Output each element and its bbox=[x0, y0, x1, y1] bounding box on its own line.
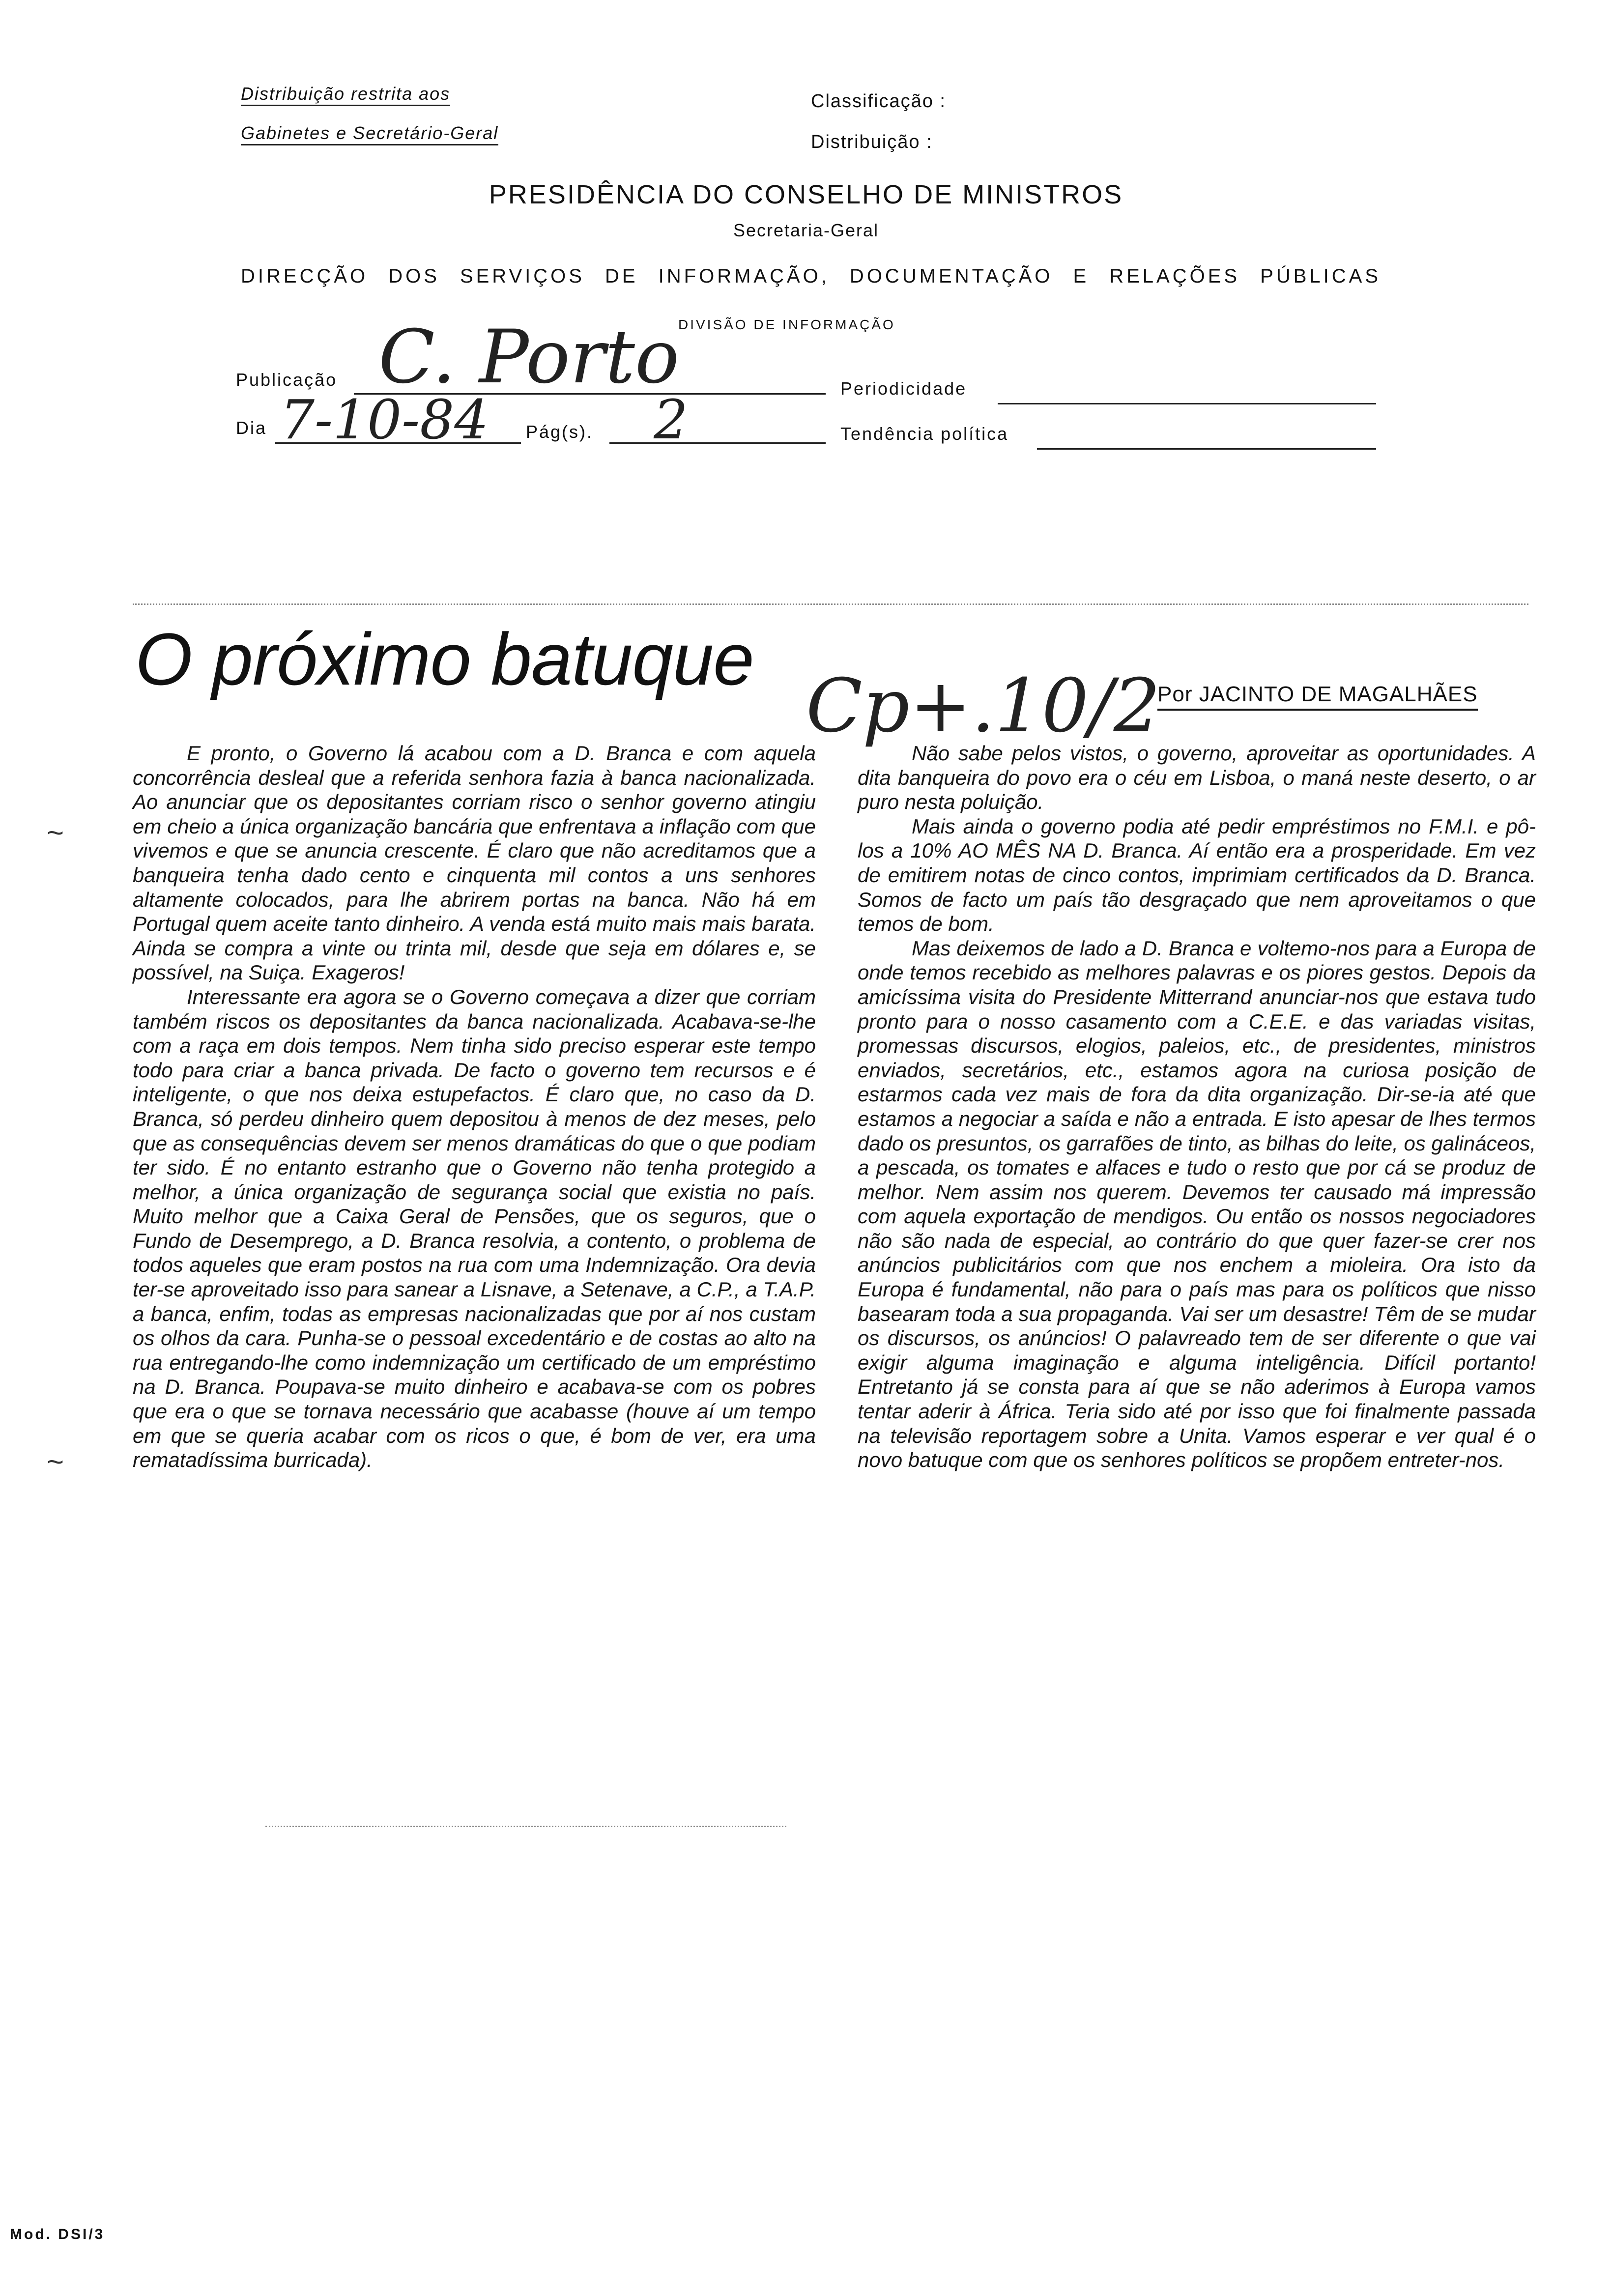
periodicidade-label: Periodicidade bbox=[840, 378, 967, 399]
institution-subtitle: Secretaria-Geral bbox=[733, 220, 879, 240]
tendencia-label: Tendência política bbox=[840, 424, 1009, 444]
margin-mark-lower: ~ bbox=[47, 1445, 64, 1478]
form-code: Mod. DSI/3 bbox=[10, 2226, 105, 2242]
left-paragraph-1: E pronto, o Governo lá acabou com a D. Branca e com aquela concorrência desleal que a referida senhora fazia à banca nacionalizada. Ao anunciar que os depositantes corriam risco o senhor governo atingiu em cheio a única organização bancária que enfrentava a inflação com que vivemos e que se anuncia crescente. É claro que não acreditamos que a banqueira tenha dado cento e cinquenta mil contos a uns senhores altamente colocados, para lhe abrirem portas na banca. Não há em Portugal quem aceite tanto dinheiro. A venda está muito mais mais barata. Ainda se compra a vinte ou trinta mil, desde que seja em dólares e, se possível, na Suiça. Exageros! bbox=[133, 742, 816, 984]
divisao-label: DIVISÃO DE INFORMAÇÃO bbox=[678, 317, 895, 332]
pags-label: Pág(s). bbox=[526, 422, 594, 442]
distribution-note-line1: Distribuição restrita aos bbox=[241, 84, 450, 104]
right-paragraph-1: Não sabe pelos vistos, o governo, aproveitar as oportunidades. A dita banqueira do povo era o céu em Lisboa, o maná neste deserto, o ar puro nesta poluição. bbox=[858, 742, 1536, 814]
margin-mark-upper: ~ bbox=[47, 816, 64, 849]
clipping-top-edge bbox=[133, 603, 1528, 605]
institution-title: PRESIDÊNCIA DO CONSELHO DE MINISTROS bbox=[489, 180, 1123, 209]
distribution-note-line2: Gabinetes e Secretário-Geral bbox=[241, 123, 498, 144]
article-right-column bbox=[858, 741, 1536, 1472]
publicacao-label: Publicação bbox=[236, 370, 338, 390]
tendencia-line bbox=[1037, 448, 1376, 450]
article-headline: O próximo batuque bbox=[135, 618, 754, 700]
left-paragraph-2: Interessante era agora se o Governo começava a dizer que corriam também riscos os depositantes da banca nacionalizada. Acabava-se-lhe com a raça em dois tempos. Nem tinha sido preciso esperar este tempo todo para criar a banca privada. De facto o governo tem recursos e é inteligente, o que nos deixa estupefactos. É claro que, no caso da D. Branca, só perdeu dinheiro quem depositou à menos de dez meses, pelo que as consequências devem ser menos dramáticas do que o que podiam ter sido. É no entanto estranho que o Governo não tenha protegido a melhor, a única organização de segurança social que existia no país. Muito melhor que a Caixa Geral de Pensões, que os seguros, que o Fundo de Desemprego, a D. Branca resolvia, a contento, o problema de todos aqueles que eram postos na rua com uma Indemnização. Ora devia ter-se aproveitado isso para sanear a Lisnave, a Setenave, a C.P., a T.A.P. a banca, enfim, todas as empresas nacionalizadas que por aí nos custam os olhos da cara. Punha-se o pessoal excedentário e de costas ao alto na rua entregando-lhe como indemnização um certificado de um empréstimo na D. Branca. Poupava-se muito dinheiro e acabava-se com os pobres que era o que se tornava necessário que acabasse (houve aí um tempo em que se queria acabar com os ricos o que, é bom de ver, era uma rematadíssima burricada). bbox=[133, 985, 816, 1472]
clipping-bottom-edge bbox=[265, 1826, 786, 1827]
pags-line bbox=[609, 442, 826, 444]
periodicidade-line bbox=[998, 403, 1376, 404]
handwritten-reference: Cp+.10/2 bbox=[806, 663, 1160, 749]
right-paragraph-3: Mas deixemos de lado a D. Branca e voltemo-nos para a Europa de onde temos recebido as melhores palavras e os piores gestos. Depois da amicíssima visita do Presidente Mitterrand anunciar-nos que estava tudo pronto para o nosso casamento com a C.E.E. e das variadas visitas, promessas discursos, elogios, paleios, etc., de presidentes, ministros enviados, secretários, etc., estamos agora na curiosa posição de estarmos cada vez mais de fora da dita organização. Dir-se-ia até que estamos a negociar a saída e não a entrada. E isto apesar de lhes termos dado os presuntos, os garrafões de tinto, as bilhas do leite, os galináceos, a pescada, os tomates e alfaces e tudo o resto que por cá se produz de melhor. Nem assim nos querem. Devemos ter causado má impressão com aquela exportação de mendigos. Ou então os nossos negociadores não são nada de especial, ao contrário do que quer fazer-se crer nos anúncios publicitários com que nos enchem a mioleira. Ora isto da Europa é fundamental, não para o país mas para os políticos que nisso basearam toda a sua propaganda. Vai ser um desastre! Têm de se mudar os discursos, os anúncios! O palavreado tem de ser diferente o que vai exigir alguma imaginação e alguma inteligência. Difícil portanto! Entretanto já se consta para aí que se não aderimos à Europa vamos tentar aderir à África. Teria sido até por isso que foi finalmente passada na televisão reportagem sobre a Unita. Vamos esperar e ver qual é o novo batuque com que os senhores políticos se propõem entreter-nos. bbox=[858, 936, 1536, 1472]
publicacao-handwritten: C. Porto bbox=[378, 315, 680, 400]
article-left-column bbox=[133, 741, 816, 1472]
dia-handwritten: 7-10-84 bbox=[280, 388, 489, 451]
article-byline: Por JACINTO DE MAGALHÃES bbox=[1157, 682, 1478, 711]
right-paragraph-2: Mais ainda o governo podia até pedir empréstimos no F.M.I. e pô-los a 10% AO MÊS NA D. Branca. Aí então era a prosperidade. Em vez de emitirem notas de cinco contos, imprimiam certificados da D. Branca. Somos de facto um país tão desgraçado que nem aproveitamos o que temos de bom. bbox=[858, 814, 1536, 936]
classificacao-label: Classificação : bbox=[811, 91, 946, 112]
pags-handwritten: 2 bbox=[654, 388, 688, 451]
dia-label: Dia bbox=[236, 418, 267, 438]
direccao-line: DIRECÇÃO DOS SERVIÇOS DE INFORMAÇÃO, DOCUMENTAÇÃO E RELAÇÕES PÚBLICAS bbox=[241, 265, 1381, 287]
distribuicao-label: Distribuição : bbox=[811, 132, 933, 152]
